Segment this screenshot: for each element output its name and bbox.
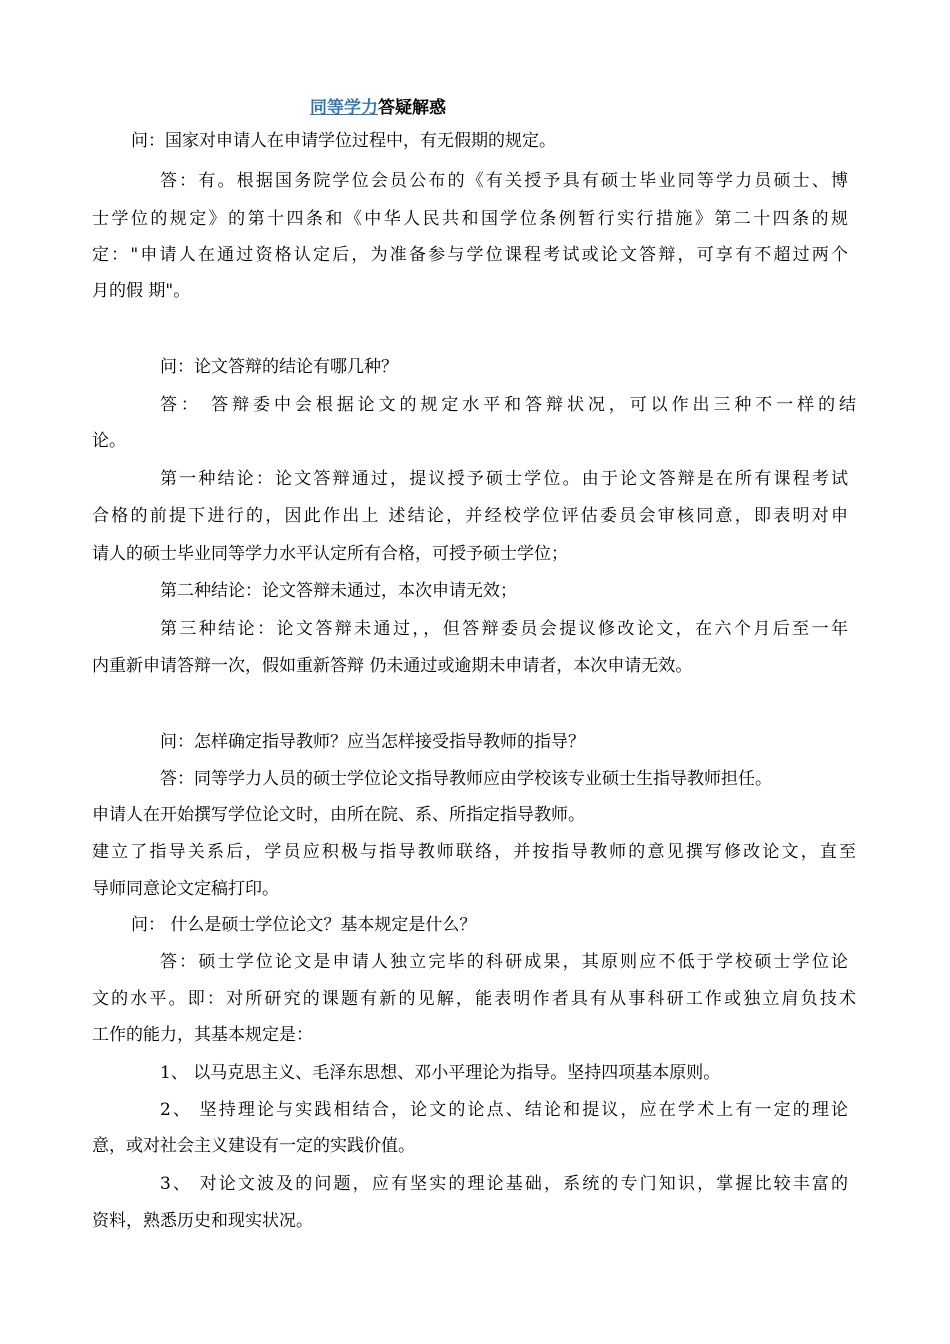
document-title [310, 93, 446, 118]
paragraph-line: 论。 [92, 431, 126, 451]
list-item: 1、 以马克思主义、毛泽东思想、邓小平理论为指导。坚持四项基本原则。 [160, 1063, 721, 1083]
list-item: 3、 对论文波及的问题，应有坚实的理论基础，系统的专门知识，掌握比较丰富的 [160, 1174, 848, 1194]
paragraph-line: 资料，熟悉历史和现实状况。 [92, 1211, 313, 1231]
paragraph-line: 答：有。根据国务院学位会员公布的《有关授予具有硕士毕业同等学力员硕士、博 [160, 171, 848, 191]
paragraph-line: 申请人在开始撰写学位论文时，由所在院、系、所指定指导教师。 [92, 805, 585, 825]
paragraph-line: 答：硕士学位论文是申请人独立完毕的科研成果，其原则应不低于学校硕士学位论 [160, 952, 848, 972]
paragraph-line: 问： 什么是硕士学位论文？基本规定是什么？ [131, 915, 477, 935]
paragraph-line: 内重新申请答辩一次，假如重新答辩 仍未通过或逾期未申请者，本次申请无效。 [92, 656, 693, 676]
paragraph-line: 合格的前提下进行的，因此作出上 述结论，并经校学位评估委员会审核同意，即表明对申 [92, 506, 848, 526]
title-text: 答疑解惑 [378, 98, 446, 118]
paragraph-line: 月的假 期"。 [92, 281, 191, 301]
list-item: 2、 坚持理论与实践相结合，论文的论点、结论和提议，应在学术上有一定的理论 [160, 1100, 848, 1120]
paragraph-line: 导师同意论文定稿打印。 [92, 879, 279, 899]
paragraph-line: 问：论文答辩的结论有哪几种？ [160, 357, 398, 377]
paragraph-line: 请人的硕士毕业同等学力水平认定所有合格，可授予硕士学位； [92, 544, 568, 564]
paragraph-line: 第二种结论：论文答辩未通过，本次申请无效； [160, 581, 517, 601]
paragraph-line: 文的水平。即：对所研究的课题有新的见解，能表明作者具有从事科研工作或独立肩负技术 [92, 989, 856, 1009]
paragraph-line: 士学位的规定》的第十四条和《中华人民共和国学位条例暂行实行措施》第二十四条的规 [92, 209, 848, 229]
paragraph-line: 建立了指导关系后，学员应积极与指导教师联络，并按指导教师的意见撰写修改论文，直至 [92, 842, 856, 862]
paragraph-line: 定："申请人在通过资格认定后，为准备参与学位课程考试或论文答辩，可享有不超过两个 [92, 245, 848, 265]
paragraph-line: 答： 答辩委中会根据论文的规定水平和答辩状况，可以作出三种不一样的结 [160, 395, 856, 415]
paragraph-line: 工作的能力，其基本规定是： [92, 1025, 313, 1045]
paragraph-line: 第三种结论：论文答辩未通过，，但答辩委员会提议修改论文，在六个月后至一年 [160, 619, 848, 639]
paragraph-line: 问：怎样确定指导教师？应当怎样接受指导教师的指导？ [160, 732, 585, 752]
paragraph-line: 问：国家对申请人在申请学位过程中，有无假期的规定。 [131, 131, 556, 151]
paragraph-line: 答：同等学力人员的硕士学位论文指导教师应由学校该专业硕士生指导教师担任。 [160, 769, 772, 789]
paragraph-line: 第一种结论：论文答辩通过，提议授予硕士学位。由于论文答辩是在所有课程考试 [160, 469, 848, 489]
title-link[interactable]: 同等学力 [310, 98, 378, 118]
paragraph-line: 意，或对社会主义建设有一定的实践价值。 [92, 1136, 415, 1156]
